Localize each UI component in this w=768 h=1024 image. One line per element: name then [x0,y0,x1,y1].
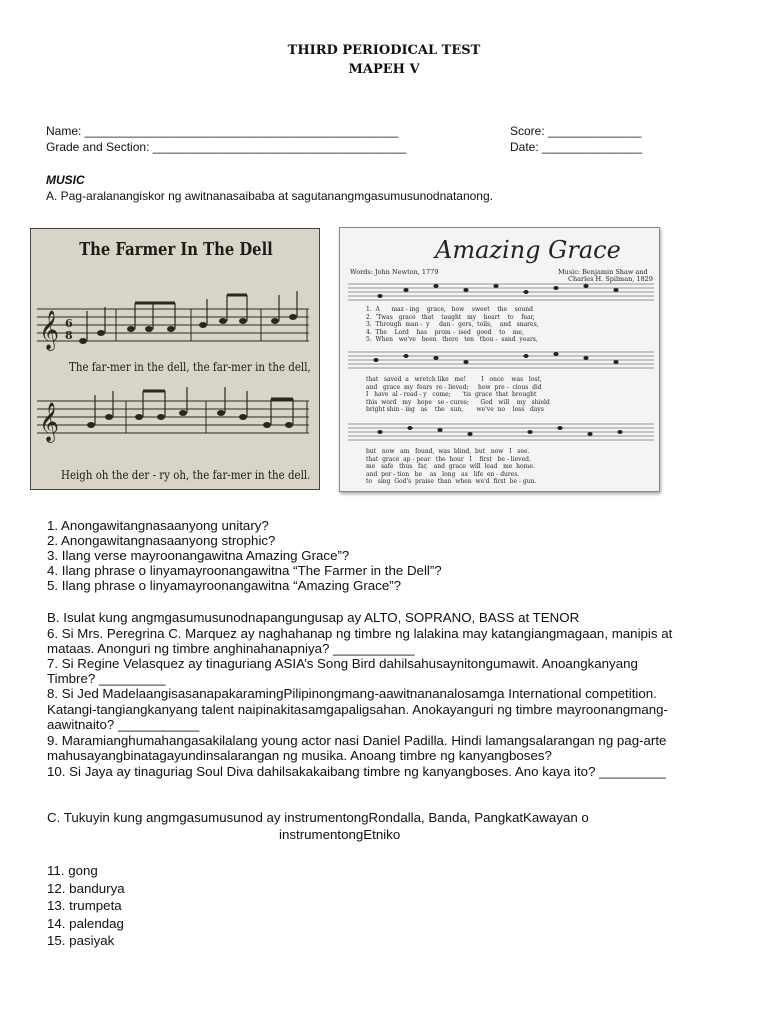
question-1: 1. Anongawitangnasaanyong unitary? [47,518,269,533]
question-9-cont: mahusayangbinatagayundinsalarangan ng musika. Anoang timbre ng kanyangboses? [47,748,552,763]
question-8-cont-2: aawitnaito? ___________ [47,717,200,732]
grace-lyrics-block-3: but now am found, was blind, but now I see. that grace ap - pear the hour I first be - lieved. me safe thus far, and grace will lead me home. and por - tion be as long as life en - dures. to sing God's praise than when we'd first be - gun. [366,448,537,486]
question-4: 4. Ilang phrase o linyamayroonangawitna “The Farmer in the Dell”? [47,563,442,578]
question-8-cont: Katangi-tangiangkanyang talent naipinakitasamgapaligsahan. Anokayanguri ng timbre mayroonangmang- [47,702,668,717]
svg-text:6: 6 [65,317,73,330]
test-subject: MAPEH V [348,62,420,77]
grace-song-title: Amazing Grace [435,236,621,264]
amazing-grace-score-image [339,227,660,492]
question-9: 9. Maramianghumahangasakilalang young actor nasi Daniel Padilla. Hindi lamangsalarangan ng pag-arte [47,733,667,748]
grace-music-credit: Music: Benjamin Shaw and [558,268,648,276]
grace-lyrics-block-2: that saved a wretch like me! I once was lost, and grace my fears re - lieved; how pre - cious did I have al - read - y come; 'tis grace that brought this word my hope se - cures; God will my shield bright shin - ing as the sun, we've no less days [366,376,550,414]
question-8: 8. Si Jed MadelaangisasanapakaramingPilipinongmang-aawitnananalosamga International competition. [47,686,657,701]
question-7: 7. Si Regine Velasquez ay tinaguriang ASIA’s Song Bird dahilsahusaynitongumawit. Anoangkanyang [47,656,638,671]
farmer-song-title: The Farmer In The Dell [79,239,273,260]
date-field: Date: _______________ [510,140,643,154]
question-5: 5. Ilang phrase o linyamayroonangawitna “Amazing Grace”? [47,578,402,593]
item-13: 13. trumpeta [47,898,122,913]
grace-words-credit: Words: John Newton, 1779 [350,268,439,276]
question-2: 2. Anongawitangnasaanyong strophic? [47,533,276,548]
svg-text:𝄞: 𝄞 [39,402,60,442]
test-title: THIRD PERIODICAL TEST [287,43,481,58]
farmer-lyric-line-2: Heigh oh the der - ry oh, the far-mer in the dell. [61,467,311,482]
farmer-lyric-line-1: The far-mer in the dell, the far-mer in the dell, [69,359,311,374]
music-instruction: A. Pag-aralanangiskor ng awitnanasaibaba at sagutanangmgasumusunodnatanong. [46,189,493,203]
score-field: Score: ______________ [510,124,642,138]
question-7-cont: Timbre? _________ [47,671,166,686]
question-3: 3. Ilang verse mayroonangawitna Amazing Grace”? [47,548,350,563]
svg-text:𝄞: 𝄞 [39,310,60,350]
farmer-in-the-dell-score-image [30,228,320,490]
part-c-instruction: C. Tukuyin kung angmgasumusunod ay instrumentongRondalla, Banda, PangkatKawayan o [47,810,589,825]
name-field: Name: _______________________________________________ [46,124,399,138]
item-14: 14. palendag [47,916,124,931]
part-c-instruction-cont: instrumentongEtniko [279,827,401,842]
grace-lyrics-block-1: 1. A maz - ing grace, how sweet the sound 2. 'Twas grace that taught my heart to fear, 3. Through man - y dan - gers, toils, and snares, 4. The Lord has prom - ised good to me, 5. When we've been there ten thou - sand years, [366,306,539,344]
item-11: 11. gong [47,863,98,878]
question-6-cont: mataas. Anonguri ng timbre anghinahanapniya? ___________ [47,641,415,656]
item-15: 15. pasiyak [47,933,115,948]
grade-section-field: Grade and Section: ______________________________________ [46,140,407,154]
item-12: 12. bandurya [47,881,125,896]
question-10: 10. Si Jaya ay tinaguriag Soul Diva dahilsakakaibang timbre ng kanyangboses. Ano kaya ito? _________ [47,764,666,779]
music-heading: MUSIC [46,173,85,187]
grace-music-credit-2: Charles H. Spilman, 1829 [568,275,653,283]
svg-text:8: 8 [65,329,73,342]
part-b-instruction: B. Isulat kung angmgasumusunodnapangungusap ay ALTO, SOPRANO, BASS at TENOR [47,610,580,625]
question-6: 6. Si Mrs. Peregrina C. Marquez ay naghahanap ng timbre ng lalakina may katangiangmagaan, manipis at [47,626,673,641]
